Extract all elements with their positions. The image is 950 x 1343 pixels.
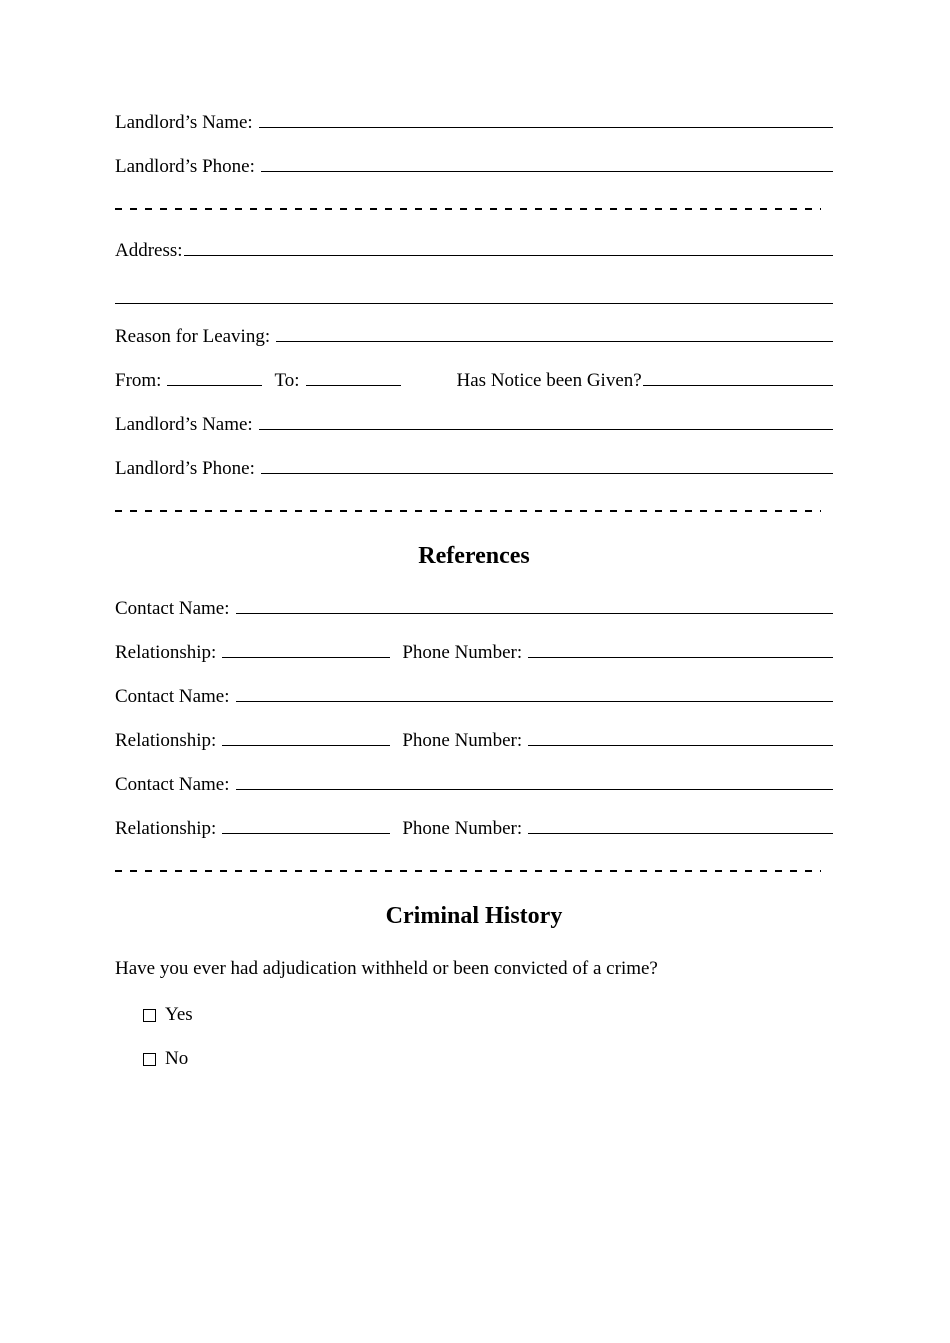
from-label: From:	[115, 370, 162, 391]
dashed-divider-2	[115, 510, 821, 512]
notice-given-field[interactable]	[643, 372, 833, 386]
notice-given-label: Has Notice been Given?	[456, 370, 642, 391]
contact-name-field-2[interactable]	[236, 688, 834, 702]
phone-number-label-2: Phone Number:	[402, 730, 523, 751]
relationship-label-2: Relationship:	[115, 730, 217, 751]
dashed-divider-3	[115, 870, 821, 872]
reason-for-leaving-field[interactable]	[276, 328, 833, 342]
phone-number-label-1: Phone Number:	[402, 642, 523, 663]
to-label: To:	[274, 370, 300, 391]
landlord-phone-row-1	[115, 156, 833, 178]
relationship-phone-row-1	[115, 642, 833, 664]
address-field-line-2[interactable]	[115, 290, 833, 304]
no-label: No	[165, 1048, 189, 1069]
references-heading: References	[418, 543, 530, 569]
contact-name-field-1[interactable]	[236, 600, 834, 614]
criminal-history-heading: Criminal History	[385, 903, 563, 929]
landlord-phone-row-2	[115, 458, 833, 480]
contact-name-label-1: Contact Name:	[115, 598, 230, 619]
address-field[interactable]	[184, 242, 833, 256]
from-date-field[interactable]	[167, 372, 262, 386]
landlord-name-field-1[interactable]	[259, 114, 833, 128]
no-checkbox[interactable]	[143, 1053, 156, 1066]
contact-name-row-2	[115, 686, 833, 708]
address-label: Address:	[115, 240, 183, 261]
contact-name-label-2: Contact Name:	[115, 686, 230, 707]
no-option-row	[143, 1048, 833, 1092]
relationship-phone-row-3	[115, 818, 833, 840]
phone-number-field-1[interactable]	[528, 644, 833, 658]
relationship-field-2[interactable]	[222, 732, 390, 746]
landlord-name-label-1: Landlord’s Name:	[115, 112, 253, 133]
landlord-name-field-2[interactable]	[259, 416, 833, 430]
criminal-history-question: Have you ever had adjudication withheld or been convicted of a crime?	[115, 958, 658, 979]
landlord-phone-field-1[interactable]	[261, 158, 833, 172]
landlord-name-row-1	[115, 112, 833, 134]
relationship-label-3: Relationship:	[115, 818, 217, 839]
landlord-name-row-2	[115, 414, 833, 436]
reason-for-leaving-row	[115, 326, 833, 348]
phone-number-label-3: Phone Number:	[402, 818, 523, 839]
phone-number-field-2[interactable]	[528, 732, 833, 746]
contact-name-label-3: Contact Name:	[115, 774, 230, 795]
contact-name-field-3[interactable]	[236, 776, 834, 790]
landlord-phone-label-2: Landlord’s Phone:	[115, 458, 255, 479]
to-date-field[interactable]	[306, 372, 401, 386]
yes-label: Yes	[165, 1004, 193, 1025]
phone-number-field-3[interactable]	[528, 820, 833, 834]
address-continuation-row	[115, 290, 833, 304]
dashed-divider-1	[115, 208, 821, 210]
relationship-label-1: Relationship:	[115, 642, 217, 663]
yes-option-row	[143, 1004, 833, 1048]
yes-checkbox[interactable]	[143, 1009, 156, 1022]
landlord-name-label-2: Landlord’s Name:	[115, 414, 253, 435]
address-row	[115, 240, 833, 262]
contact-name-row-1	[115, 598, 833, 620]
landlord-phone-label-1: Landlord’s Phone:	[115, 156, 255, 177]
relationship-field-3[interactable]	[222, 820, 390, 834]
relationship-phone-row-2	[115, 730, 833, 752]
landlord-phone-field-2[interactable]	[261, 460, 833, 474]
contact-name-row-3	[115, 774, 833, 796]
reason-for-leaving-label: Reason for Leaving:	[115, 326, 271, 347]
dates-notice-row	[115, 370, 833, 392]
relationship-field-1[interactable]	[222, 644, 390, 658]
